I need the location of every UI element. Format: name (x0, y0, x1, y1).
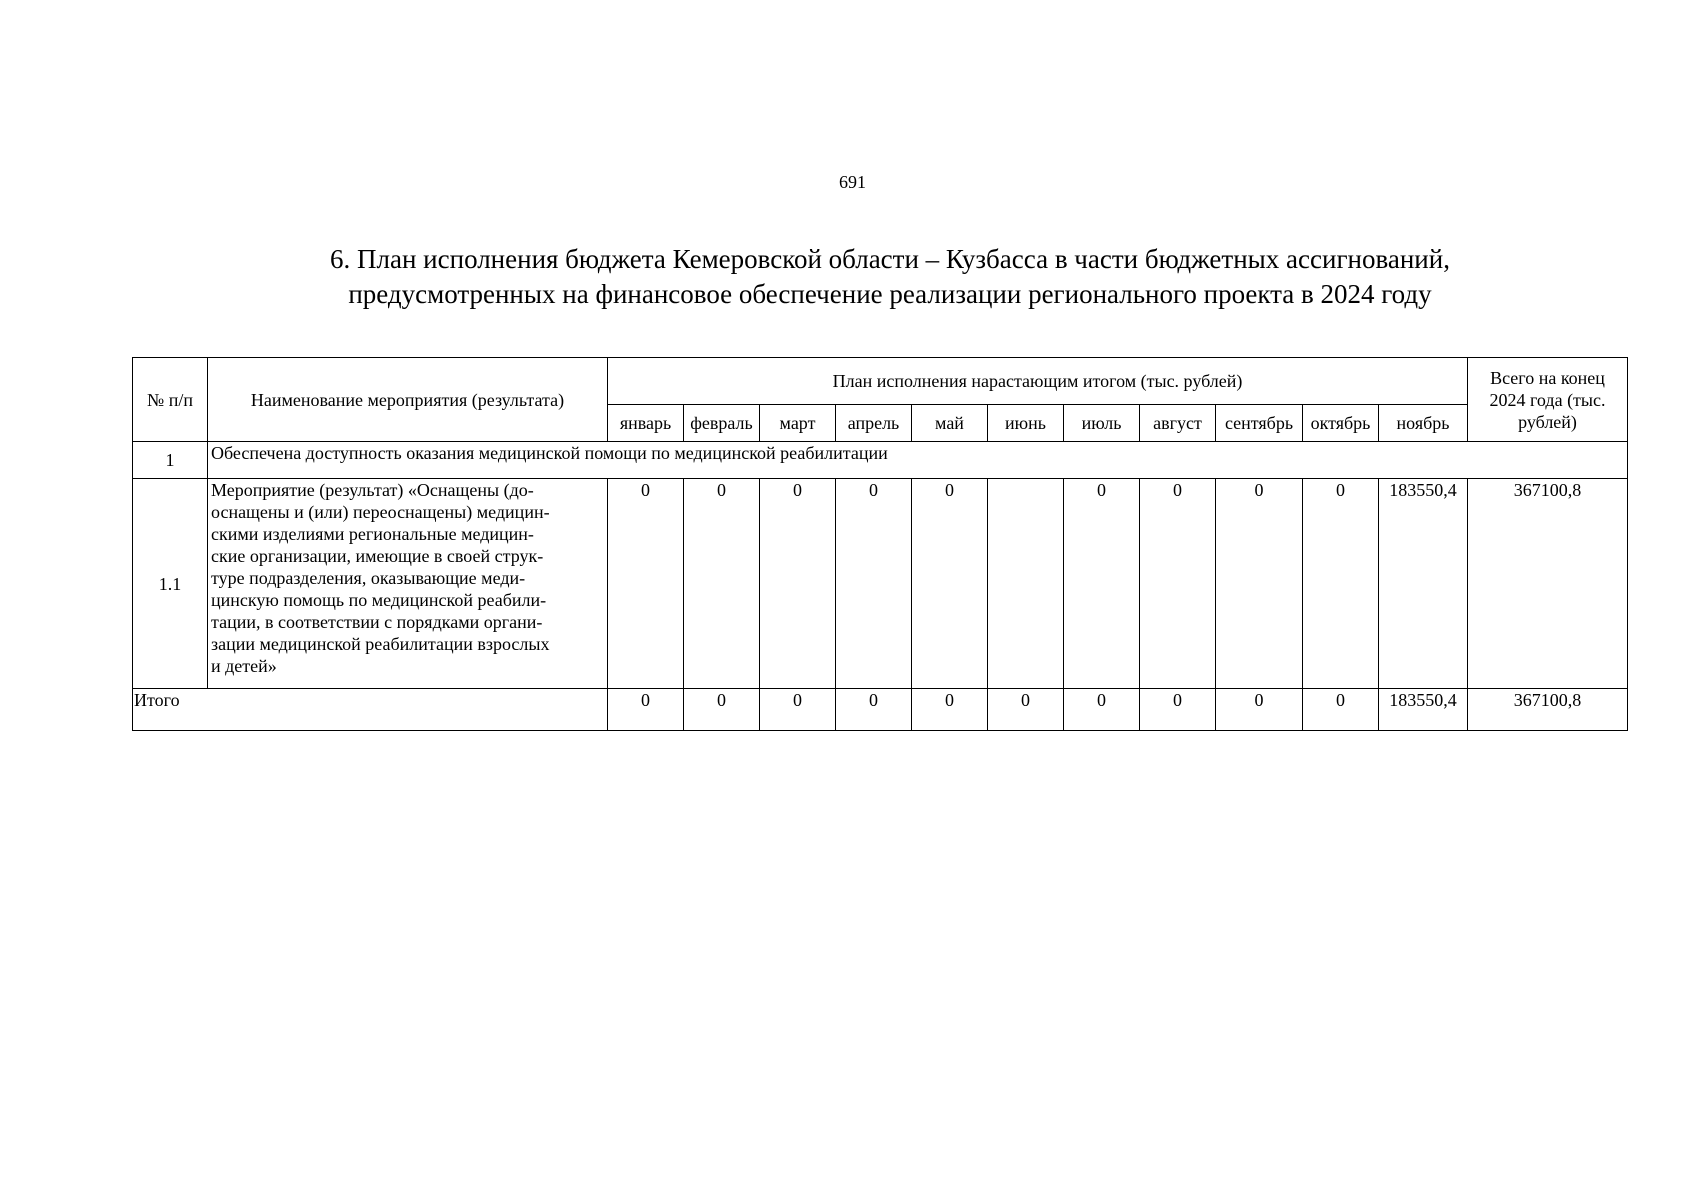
item-value-cell: 0 (836, 479, 912, 689)
item-value-cell: 0 (1064, 479, 1140, 689)
total-value-cell: 183550,4 (1379, 689, 1468, 731)
total-sum-cell: 367100,8 (1468, 689, 1628, 731)
item-total-cell: 367100,8 (1468, 479, 1628, 689)
header-month: январь (608, 405, 684, 442)
section-num: 1 (133, 442, 208, 479)
total-value-cell: 0 (1303, 689, 1379, 731)
header-row (133, 358, 1628, 405)
item-row (133, 479, 1628, 689)
header-month: октябрь (1303, 405, 1379, 442)
section-row (133, 442, 1628, 479)
item-name (208, 479, 608, 689)
item-value-cell: 0 (760, 479, 836, 689)
item-name-line: тации, в соответствии с порядками органи- (211, 612, 543, 632)
total-value-cell: 0 (1140, 689, 1216, 731)
header-month: сентябрь (1216, 405, 1303, 442)
total-value-cell: 0 (684, 689, 760, 731)
item-num: 1.1 (133, 479, 208, 689)
total-value-cell: 0 (836, 689, 912, 731)
item-value-cell: 0 (1140, 479, 1216, 689)
header-month: март (760, 405, 836, 442)
item-name-line: оснащены и (или) переоснащены) медицин- (211, 502, 550, 522)
section-name: Обеспечена доступность оказания медицинской помощи по медицинской реабилитации (208, 442, 1628, 479)
item-name-line: зации медицинской реабилитации взрослых (211, 634, 550, 654)
header-plan-group: План исполнения нарастающим итогом (тыс. рублей) (608, 358, 1468, 405)
item-value-cell: 0 (1216, 479, 1303, 689)
header-num: № п/п (133, 358, 208, 442)
budget-plan-table (132, 357, 1628, 731)
total-row (133, 689, 1628, 731)
item-value-cell: 0 (608, 479, 684, 689)
total-value-cell: 0 (608, 689, 684, 731)
item-value-cell: 0 (1303, 479, 1379, 689)
item-value-cell: 0 (684, 479, 760, 689)
header-name: Наименование мероприятия (результата) (208, 358, 608, 442)
item-name-line: и детей» (211, 656, 277, 676)
header-month: май (912, 405, 988, 442)
document-title (140, 242, 1640, 312)
total-value-cell: 0 (988, 689, 1064, 731)
header-month: июнь (988, 405, 1064, 442)
page-number: 691 (839, 172, 866, 192)
header-month: апрель (836, 405, 912, 442)
header-total: Всего на конец 2024 года (тыс. рублей) (1468, 358, 1628, 442)
item-name-line: скими изделиями региональные медицин- (211, 524, 534, 544)
header-month: ноябрь (1379, 405, 1468, 442)
item-value-cell: 0 (912, 479, 988, 689)
header-month: февраль (684, 405, 760, 442)
total-value-cell: 0 (1216, 689, 1303, 731)
total-value-cell: 0 (760, 689, 836, 731)
title-line-2: предусмотренных на финансовое обеспечение реализации регионального проекта в 2024 году (348, 279, 1432, 309)
item-value-cell: 183550,4 (1379, 479, 1468, 689)
header-month: август (1140, 405, 1216, 442)
total-value-cell: 0 (1064, 689, 1140, 731)
header-month: июль (1064, 405, 1140, 442)
title-line-1: 6. План исполнения бюджета Кемеровской области – Кузбасса в части бюджетных ассигнований, (330, 244, 1450, 274)
total-value-cell: 0 (912, 689, 988, 731)
item-name-line: Мероприятие (результат) «Оснащены (до- (211, 480, 534, 500)
total-label: Итого (133, 689, 608, 731)
item-name-line: туре подразделения, оказывающие меди- (211, 568, 526, 588)
item-name-line: цинскую помощь по медицинской реабили- (211, 590, 547, 610)
item-value-cell (988, 479, 1064, 689)
item-name-line: ские организации, имеющие в своей струк- (211, 546, 544, 566)
